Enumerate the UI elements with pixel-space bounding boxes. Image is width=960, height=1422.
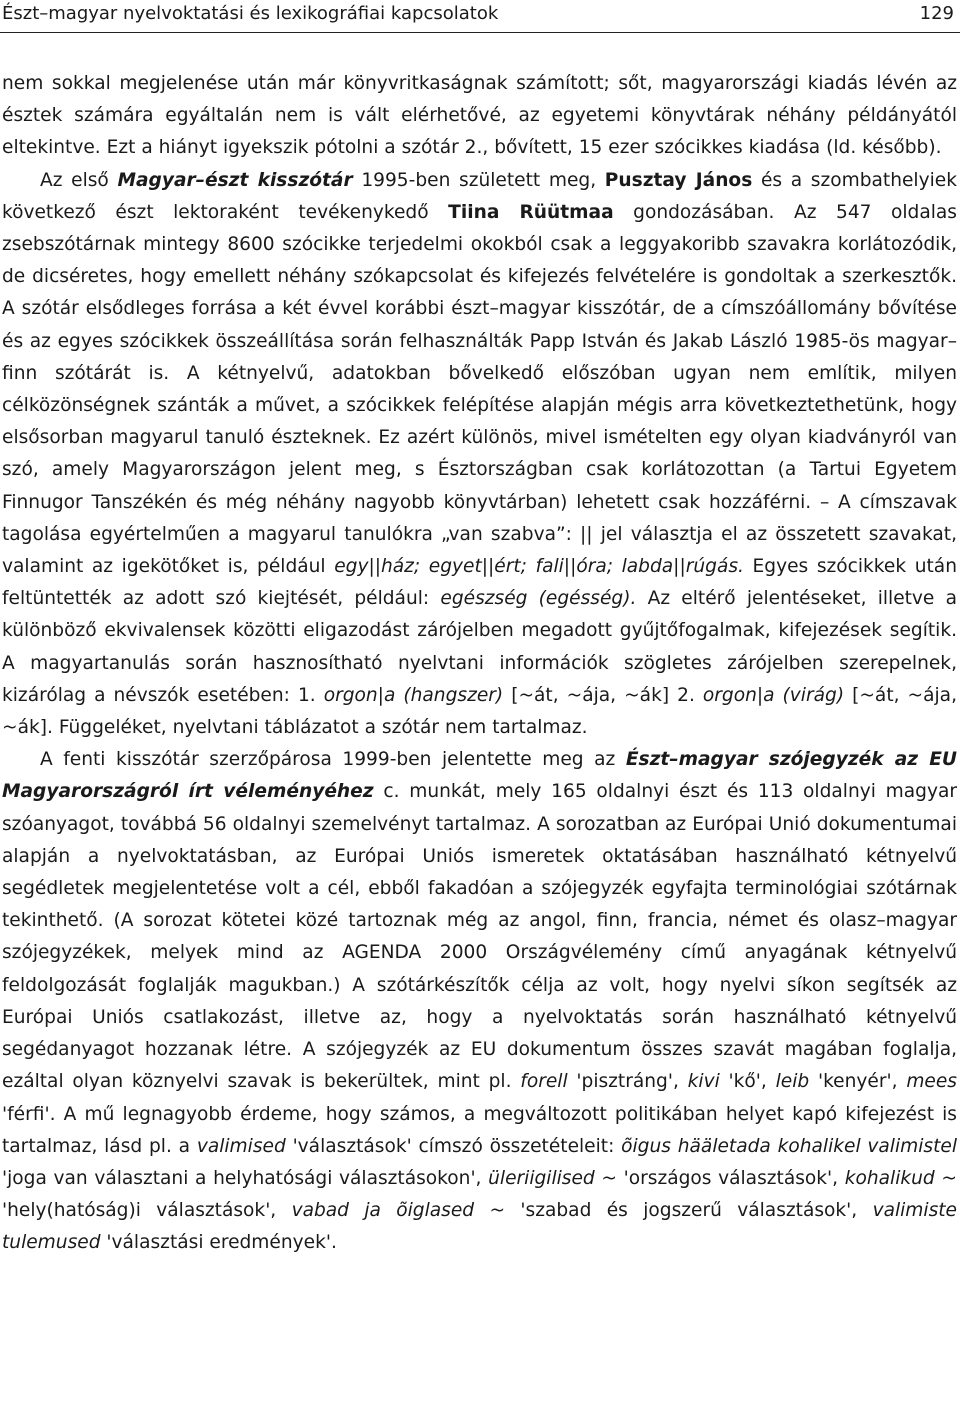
- paragraph-2: Az első Magyar–észt kisszótár 1995-ben született meg, Pusztay János és a szombathelyiek következő észt lektoraként tevékenykedő Tiina Rüütmaa gondozásában. Az 547 oldalas zsebszótárnak mintegy 8600 szócikke terjedelmi okokból csak a leggyakoribb szavakra korlátozódik, de dicséretes, hogy emellett néhány szókapcsolat és kifejezés felvételére is gondoltak a szerkesztők. A szótár elsődleges forrása a két évvel korábbi észt–magyar kisszótár, de a címszóállomány bővítése és az egyes szócikkek összeállítása során felhasználták Papp István és Jakab László 1985-ös magyar–finn szótárát is. A kétnyelvű, adatokban bővelkedő előszóban ugyan nem említik, milyen célközönségnek szánták a művet, a szócikkek felépítése alapján mégis arra következtethetünk, hogy elsősorban magyarul tanuló észteknek. Ez azért különös, mivel ismételten egy olyan kiadványról van szó, amely Magyarországon jelent meg, s Észtországban csak korlátozottan (a Tartui Egyetem Finnugor Tanszékén és még néhány nagyobb könyvtárban) lehetett csak hozzáférni. – A címszavak tagolása egyértelműen a magyarul tanulókra „van szabva”: || jel választja el az összetett szavakat, valamint az igekötőket is, például egy||ház; egyet||ért; fali||óra; labda||rúgás. Egyes szócikkek után feltüntették az adott szó kiejtését, például: egészség (egésség). Az eltérő jelentéseket, illetve a különböző ekvivalensek közötti eligazodást zárójelben megadott gyűjtőfogalmak, kifejezések segítik. A magyartanulás során hasznosítható nyelvtani információk szögletes zárójelben szerepelnek, kizárólag a névszók esetében: 1. orgon|a (hangszer) [~át, ~ája, ~ák] 2. orgon|a (virág) [~át, ~ája, ~ák]. Függeléket, nyelvtani táblázatot a szótár nem tartalmaz.: [2, 169, 957, 739]
- example-words: egészség (egésség).: [440, 588, 637, 610]
- paragraph-1-text: nem sokkal megjelenése után már könyvritkaságnak számított; sőt, magyarországi kiadás lévén az észtek számára egyáltalán nem is vált elérhetővé, az egyetemi könyvtárak néhány példányától eltekintve. Ezt a hiányt igyekszik pótolni a szótár 2., bővített, 15 ezer szócikkes kiadása (ld. később).: [2, 73, 957, 159]
- estonian-word: kohalikud: [844, 1167, 935, 1189]
- estonian-word: üleriigilised: [488, 1167, 595, 1189]
- author-name: Tiina Rüütmaa: [448, 201, 614, 223]
- body-text: [2, 68, 957, 1260]
- example-words: egy||ház; egyet||ért; fali||óra; labda||rúgás.: [334, 556, 744, 578]
- paragraph-3: A fenti kisszótár szerzőpárosa 1999-ben jelentette meg az Észt–magyar szójegyzék az EU Magyarországról írt véleményéhez c. munkát, mely 165 oldalnyi észt és 113 oldalnyi magyar szóanyagot, továbbá 56 oldalnyi szemelvényt tartalmaz. A sorozatban az Európai Unió dokumentumai alapján a nyelvoktatásban, az Európai Uniós ismeretek oktatásában használható kétnyelvű segédletek megjelentetése volt a cél, ebből fakadóan a szójegyzék egyfajta terminológiai szótárnak tekinthető. (A sorozat kötetei közé tartoznak még az angol, finn, francia, német és olasz–magyar szójegyzékek, melyek mind az AGENDA 2000 Országvélemény című anyagának kétnyelvű feldolgozását foglalják magukban.) A szótárkészítők célja az volt, hogy nyelvi síkon segítsék az Európai Uniós csatlakozást, illetve az, hogy a nyelvoktatás során használható kétnyelvű segédanyagot hozzanak létre. A szójegyzék az EU dokumentum összes szavát magában foglalja, ezáltal olyan köznyelvi szavak is bekerültek, mint pl. forell 'pisztráng', kivi 'kő', leib 'kenyér', mees 'férfi'. A mű legnagyobb érdeme, hogy számos, a megváltozott politikában helyet kapó kifejezést is tartalmaz, lásd pl. a valimised 'választások' címszó összetételeit: õigus hääletada kohalikel valimistel 'joga van választani a helyhatósági választásokon', üleriigilised ~ 'országos választások', kohalikud ~ 'hely(hatóság)i választások', vabad ja õiglased ~ 'szabad és jogszerű választások', valimiste tulemused 'választási eredmények'.: [2, 749, 958, 1254]
- dictionary-title: Magyar–észt kisszótár: [117, 169, 353, 191]
- estonian-word: vabad ja õiglased: [291, 1200, 475, 1222]
- paragraph-1: [2, 68, 957, 165]
- wordlist-title: Észt–magyar szójegyzék az EU Magyarországról írt véleményéhez: [2, 749, 957, 803]
- author-name: Pusztay János: [604, 169, 753, 191]
- estonian-word: valimised: [196, 1135, 286, 1157]
- estonian-word: leib: [775, 1071, 810, 1093]
- estonian-word: valimiste tulemused: [2, 1200, 957, 1254]
- header-rule: [0, 32, 960, 33]
- running-title: Észt–magyar nyelvoktatási és lexikográfiai kapcsolatok: [2, 3, 499, 24]
- example-words: orgon|a (hangszer): [323, 684, 504, 706]
- page-number: 129: [919, 3, 954, 24]
- estonian-word: õigus hääletada kohalikel valimistel: [621, 1135, 957, 1157]
- estonian-word: mees: [906, 1071, 957, 1093]
- estonian-word: kivi: [687, 1071, 720, 1093]
- example-words: orgon|a (virág): [702, 684, 845, 706]
- running-header: [0, 0, 960, 28]
- estonian-word: forell: [520, 1071, 568, 1093]
